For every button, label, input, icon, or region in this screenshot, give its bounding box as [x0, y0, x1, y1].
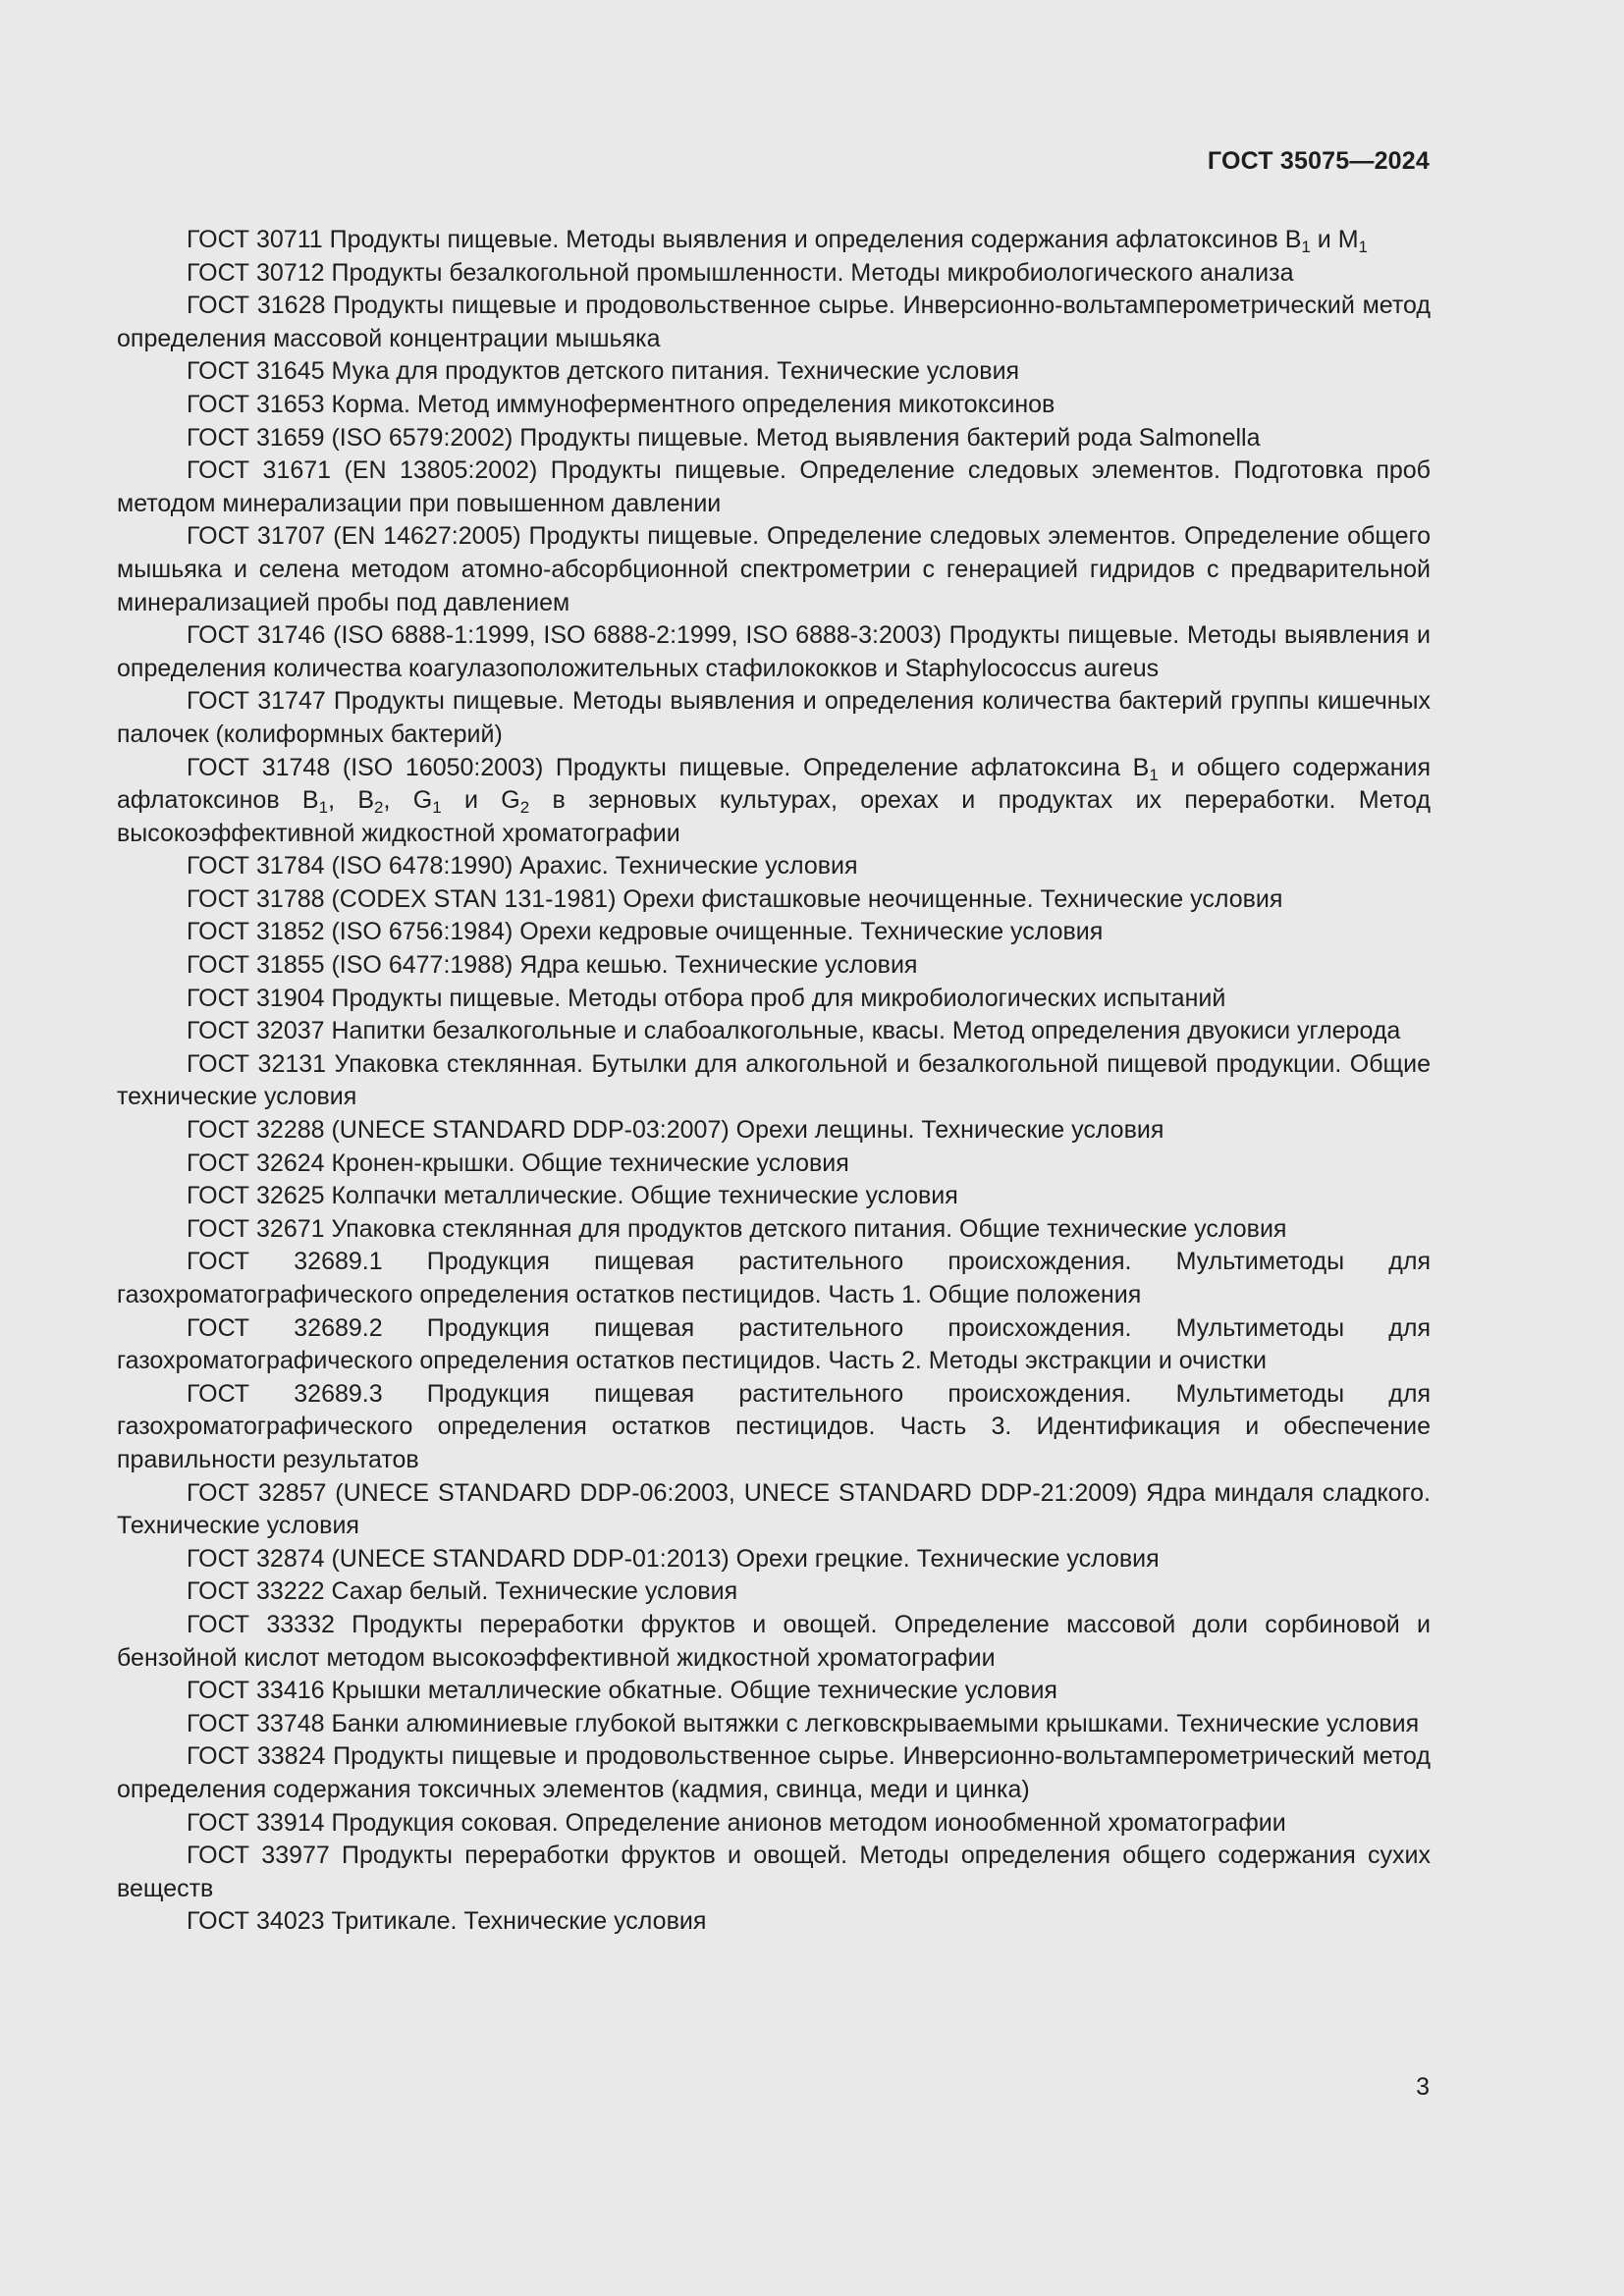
- subscript: 1: [1301, 238, 1311, 256]
- reference-text: ГОСТ 32131 Упаковка стеклянная. Бутылки для алкогольной и безалкогольной пищевой продукции. Общие технические условия: [117, 1049, 1431, 1111]
- standard-reference-entry: [117, 949, 1431, 983]
- standard-reference-entry: [117, 422, 1431, 455]
- standard-reference-entry: [117, 1015, 1431, 1048]
- subscript: 1: [318, 798, 329, 818]
- reference-text: ГОСТ 31746 (ISO 6888-1:1999, ISO 6888-2:1999, ISO 6888-3:2003) Продукты пищевые. Методы выявления и определения количества коагулазоположительных стафилококков и Staphylococcus aureus: [117, 621, 1431, 682]
- standard-reference-entry: [117, 1312, 1431, 1378]
- reference-text: ГОСТ 33977 Продукты переработки фруктов и овощей. Методы определения общего содержания сухих веществ: [117, 1842, 1431, 1902]
- reference-text: в зерновых культурах, орехах и продуктах их переработки. Метод высокоэффективной жидкостной хроматографии: [117, 786, 1431, 847]
- reference-text: ГОСТ 31904 Продукты пищевые. Методы отбора проб для микробиологических испытаний: [187, 984, 1226, 1012]
- page-number: 3: [1416, 2073, 1430, 2101]
- standard-reference-entry: [117, 520, 1431, 619]
- reference-text: ГОСТ 32625 Колпачки металлические. Общие технические условия: [187, 1182, 958, 1210]
- standard-reference-entry: [117, 1708, 1431, 1741]
- document-header: ГОСТ 35075—2024: [1207, 147, 1430, 175]
- reference-text: ГОСТ 33748 Банки алюминиевые глубокой вытяжки с легковскрываемыми крышками. Технические условия: [187, 1709, 1420, 1737]
- reference-text: ГОСТ 32689.1 Продукция пищевая растительного происхождения. Мультиметоды для газохроматографического определения остатков пестицидов. Часть 1. Общие положения: [117, 1248, 1431, 1308]
- reference-text: ГОСТ 31707 (EN 14627:2005) Продукты пищевые. Определение следовых элементов. Определение общего мышьяка и селена методом атомно-абсорбционной спектрометрии с генерацией гидридов с предварительной минерализацией пробы под давлением: [117, 522, 1431, 616]
- standard-reference-entry: [117, 355, 1431, 389]
- standard-reference-entry: [117, 983, 1431, 1016]
- standard-reference-entry: [117, 1807, 1431, 1841]
- reference-text: ГОСТ 34023 Тритикале. Технические условия: [187, 1907, 707, 1936]
- standard-reference-entry: [117, 1740, 1431, 1806]
- reference-text: ГОСТ 31653 Корма. Метод иммуноферментного определения микотоксинов: [187, 390, 1056, 418]
- standard-reference-entry: [117, 1213, 1431, 1247]
- standard-reference-entry: [117, 1609, 1431, 1675]
- reference-text: ГОСТ 32689.3 Продукция пищевая растительного происхождения. Мультиметоды для газохроматографического определения остатков пестицидов. Часть 3. Идентификация и обеспечение правильности результатов: [117, 1379, 1431, 1473]
- subscript: 1: [432, 798, 442, 818]
- standard-reference-entry: [117, 1378, 1431, 1477]
- subscript: 2: [374, 798, 384, 818]
- standard-reference-entry: [117, 1675, 1431, 1708]
- reference-text: , B: [328, 786, 375, 815]
- standard-reference-entry: [117, 1180, 1431, 1213]
- reference-text: ГОСТ 30711 Продукты пищевые. Методы выявления и определения содержания афлатоксинов B: [187, 226, 1302, 253]
- reference-text: и M: [1310, 226, 1359, 253]
- subscript: 2: [519, 798, 530, 818]
- subscript: 1: [1358, 238, 1369, 256]
- reference-text: ГОСТ 32874 (UNECE STANDARD DDP-01:2013) Орехи грецкие. Технические условия: [187, 1544, 1160, 1573]
- standard-reference-entry: [117, 1477, 1431, 1543]
- reference-text: ГОСТ 31784 (ISO 6478:1990) Арахис. Технические условия: [187, 852, 858, 881]
- standard-reference-entry: [117, 619, 1431, 685]
- standard-reference-entry: [117, 1575, 1431, 1609]
- standard-reference-entry: [117, 1905, 1431, 1939]
- reference-text: ГОСТ 31671 (EN 13805:2002) Продукты пищевые. Определение следовых элементов. Подготовка проб методом минерализации при повышенном давлении: [117, 456, 1431, 517]
- reference-text: ГОСТ 33824 Продукты пищевые и продовольственное сырье. Инверсионно-вольтамперометрический метод определения содержания токсичных элементов (кадмия, свинца, меди и цинка): [117, 1742, 1431, 1803]
- subscript: 1: [1149, 765, 1159, 784]
- reference-text: ГОСТ 31628 Продукты пищевые и продовольственное сырье. Инверсионно-вольтамперометрический метод определения массовой концентрации мышьяка: [117, 292, 1431, 352]
- reference-text: и G: [441, 786, 520, 815]
- reference-text: ГОСТ 31855 (ISO 6477:1988) Ядра кешью. Технические условия: [187, 951, 918, 980]
- standard-reference-entry: [117, 1246, 1431, 1311]
- standard-reference-entry: [117, 1048, 1431, 1114]
- reference-text: ГОСТ 31852 (ISO 6756:1984) Орехи кедровые очищенные. Технические условия: [187, 918, 1104, 946]
- standard-reference-entry: [117, 850, 1431, 883]
- reference-text: ГОСТ 32671 Упаковка стеклянная для продуктов детского питания. Общие технические условия: [187, 1214, 1287, 1243]
- standard-reference-entry: [117, 883, 1431, 917]
- reference-text: ГОСТ 31645 Мука для продуктов детского питания. Технические условия: [187, 357, 1020, 386]
- standard-reference-entry: [117, 290, 1431, 355]
- standard-reference-entry: [117, 1114, 1431, 1148]
- reference-text: ГОСТ 31747 Продукты пищевые. Методы выявления и определения количества бактерий группы кишечных палочек (колиформных бактерий): [117, 687, 1431, 748]
- standard-reference-entry: [117, 1840, 1431, 1905]
- reference-text: ГОСТ 32689.2 Продукция пищевая растительного происхождения. Мультиметоды для газохроматографического определения остатков пестицидов. Часть 2. Методы экстракции и очистки: [117, 1313, 1431, 1375]
- reference-text: ГОСТ 33416 Крышки металлические обкатные. Общие технические условия: [187, 1677, 1057, 1705]
- standard-reference-entry: [117, 916, 1431, 949]
- standard-reference-entry: [117, 389, 1431, 422]
- reference-text: и общего содержания афлатоксинов B: [117, 753, 1432, 815]
- normative-references-list: [117, 224, 1431, 1939]
- reference-text: ГОСТ 33332 Продукты переработки фруктов и овощей. Определение массовой доли сорбиновой и бензойной кислот методом высокоэффективной жидкостной хроматографии: [117, 1610, 1431, 1672]
- reference-text: ГОСТ 31659 (ISO 6579:2002) Продукты пищевые. Метод выявления бактерий рода Salmonella: [187, 423, 1261, 452]
- reference-text: ГОСТ 33914 Продукция соковая. Определение анионов методом ионообменной хроматографии: [187, 1808, 1286, 1837]
- reference-text: ГОСТ 30712 Продукты безалкогольной промышленности. Методы микробиологического анализа: [187, 258, 1294, 287]
- standard-reference-entry: [117, 454, 1431, 520]
- reference-text: ГОСТ 32037 Напитки безалкогольные и слабоалкогольные, квасы. Метод определения двуокиси углерода: [187, 1017, 1401, 1045]
- reference-text: ГОСТ 31748 (ISO 16050:2003) Продукты пищевые. Определение афлатоксина B: [187, 753, 1150, 781]
- reference-text: , G: [383, 786, 433, 815]
- standard-reference-entry: [117, 1148, 1431, 1181]
- reference-text: ГОСТ 32624 Кронен-крышки. Общие технические условия: [187, 1148, 849, 1177]
- reference-text: ГОСТ 31788 (CODEX STAN 131-1981) Орехи фисташковые неочищенные. Технические условия: [187, 884, 1283, 913]
- standard-reference-entry: [117, 752, 1431, 851]
- standard-reference-entry: [117, 224, 1431, 257]
- reference-text: ГОСТ 33222 Сахар белый. Технические условия: [187, 1577, 738, 1606]
- standard-reference-entry: [117, 1543, 1431, 1576]
- standard-reference-entry: [117, 257, 1431, 291]
- reference-text: ГОСТ 32288 (UNECE STANDARD DDP-03:2007) Орехи лещины. Технические условия: [187, 1116, 1164, 1145]
- reference-text: ГОСТ 32857 (UNECE STANDARD DDP-06:2003, UNECE STANDARD DDP-21:2009) Ядра миндаля сладкого. Технические условия: [117, 1478, 1431, 1540]
- standard-reference-entry: [117, 685, 1431, 751]
